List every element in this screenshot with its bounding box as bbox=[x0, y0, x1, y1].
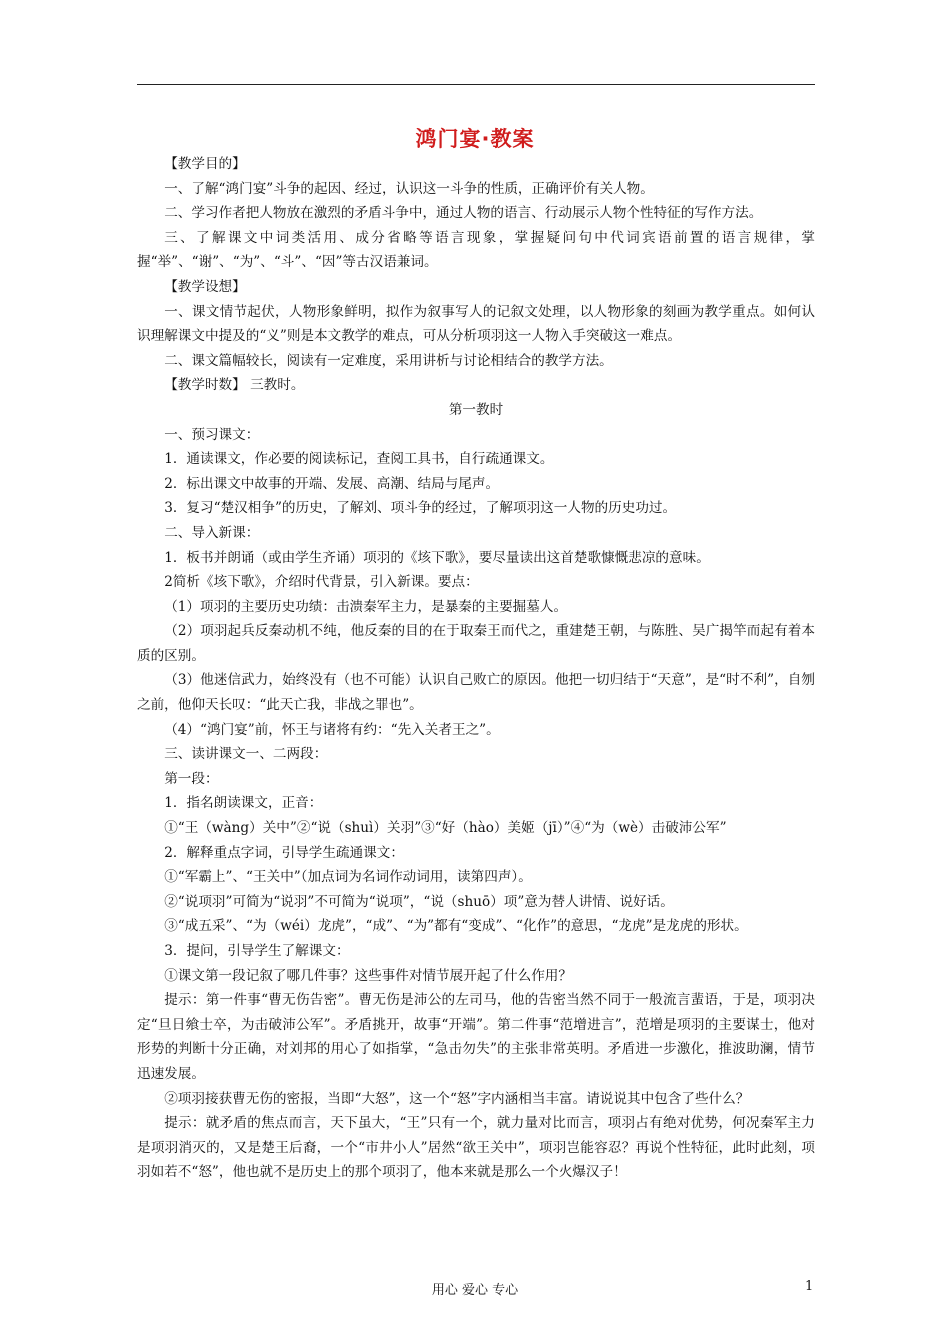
footer-motto: 用心 爱心 专心 bbox=[431, 1283, 519, 1298]
document-title: 鸿门宴·教案 bbox=[415, 127, 535, 151]
lesson-heading: 第一教时 bbox=[448, 401, 504, 418]
paragraph: 3．提问，引导学生了解课文： bbox=[164, 943, 350, 959]
paragraph: （1）项羽的主要历史功绩：击溃秦军主力，是暴秦的主要掘墓人。 bbox=[164, 598, 568, 615]
paragraph: 三、读讲课文一、二两段： bbox=[164, 746, 328, 763]
paragraph: ②项羽接获曹无伤的密报，当即“大怒”，这一个“怒”字内涵相当丰富。请说说其中包含了些什么？ bbox=[164, 1090, 750, 1107]
paragraph: ①“军霸上”、“王关中”（加点词为名词作动词用，读第四声）。 bbox=[164, 869, 532, 886]
paragraph: 三、了解课文中词类活用、成分省略等语言现象，掌握疑问句中代词宾语前置的语言规律，掌握“举”、“谢”、“为”、“斗”、“因”等古汉语兼词。 bbox=[137, 229, 815, 271]
paragraph: 1．指名朗读课文，正音： bbox=[164, 795, 323, 812]
section-heading: 【教学设想】 bbox=[164, 278, 246, 295]
paragraph: 二、学习作者把人物放在激烈的矛盾斗争中，通过人物的语言、行动展示人物个性特征的写作方法。 bbox=[164, 205, 763, 222]
paragraph: 一、了解“鸿门宴”斗争的起因、经过，认识这一斗争的性质，正确评价有关人物。 bbox=[164, 180, 654, 197]
paragraph: ②“说项羽”可简为“说羽”不可简为“说项”，“说（shuō）项”意为替人讲情、说好话。 bbox=[164, 893, 674, 910]
paragraph: （2）项羽起兵反秦动机不纯，他反秦的目的在于取秦王而代之，重建楚王朝，与陈胜、吴广揭竿而起有着本质的区别。 bbox=[137, 623, 815, 664]
paragraph: 2．解释重点字词，引导学生疏通课文： bbox=[164, 844, 404, 861]
paragraph: 3．复习“楚汉相争”的历史，了解刘、项斗争的经过，了解项羽这一人物的历史功过。 bbox=[164, 500, 677, 517]
paragraph: 第一段： bbox=[164, 770, 219, 787]
page-number: 1 bbox=[805, 1279, 814, 1294]
section-heading: 【教学目的】 bbox=[164, 156, 246, 172]
paragraph: 2．标出课文中故事的开端、发展、高潮、结局与尾声。 bbox=[164, 475, 500, 492]
paragraph: ③“成五采”、“为（wéi）龙虎”，“成”、“为”都有“变成”、“化作”的意思，“龙虎”是龙虎的形状。 bbox=[164, 918, 748, 935]
paragraph: 提示：第一件事“曹无伤告密”。曹无伤是沛公的左司马，他的告密当然不同于一般流言蜚语，于是，项羽决定“旦日飨士卒，为击破沛公军”。矛盾挑开，故事“开端”。第二件事“范增进言”，范增是项羽的主要谋士，他对形势的判断十分正确，对刘邦的用心了如指掌，“急击勿失”的主张非常英明。矛盾进一步激化，推波助澜，情节迅速发展。 bbox=[137, 992, 815, 1082]
paragraph: （4）“鸿门宴”前，怀王与诸将有约：“先入关者王之”。 bbox=[164, 721, 500, 738]
paragraph: 二、课文篇幅较长，阅读有一定难度，采用讲析与讨论相结合的教学方法。 bbox=[164, 352, 613, 369]
paragraph: 2简析《垓下歌》，介绍时代背景，引入新课。要点： bbox=[164, 574, 479, 591]
paragraph: ①“王（wàng）关中”②“说（shuì）关羽”③“好（hào）美姬（jī）”④“为（wè）击破沛公军” bbox=[164, 820, 727, 837]
paragraph: ①课文第一段记叙了哪几件事？这些事件对情节展开起了什么作用？ bbox=[164, 967, 572, 984]
paragraph: 一、课文情节起伏，人物形象鲜明，拟作为叙事写人的记叙文处理，以人物形象的刻画为教学重点。如何认识理解课文中提及的“义”则是本文教学的难点，可从分析项羽这一人物入手突破这一难点。 bbox=[137, 303, 815, 345]
document-body bbox=[137, 152, 815, 1185]
paragraph: 一、预习课文： bbox=[164, 426, 260, 443]
paragraph: 二、导入新课： bbox=[164, 524, 260, 541]
paragraph: （3）他迷信武力，始终没有（也不可能）认识自己败亡的原因。他把一切归结于“天意”，是“时不利”，自刎之前，他仰天长叹：“此天亡我，非战之罪也”。 bbox=[137, 672, 815, 714]
section-heading: 【教学时数】 三教时。 bbox=[164, 377, 305, 394]
header-rule bbox=[137, 84, 815, 85]
paragraph: 1．板书并朗诵（或由学生齐诵）项羽的《垓下歌》，要尽量读出这首楚歌慷慨悲凉的意味。 bbox=[164, 549, 710, 566]
paragraph: 提示：就矛盾的焦点而言，天下虽大，“王”只有一个，就力量对比而言，项羽占有绝对优势，何况秦军主力是项羽消灭的，又是楚王后裔，一个“市井小人”居然“欲王关中”，项羽岂能容忍？再说个性特征，此时此刻，项羽如若不“怒”，他也就不是历史上的那个项羽了，他本来就是那么一个火爆汉子！ bbox=[137, 1115, 815, 1181]
paragraph: 1．通读课文，作必要的阅读标记，查阅工具书，自行疏通课文。 bbox=[164, 451, 554, 468]
